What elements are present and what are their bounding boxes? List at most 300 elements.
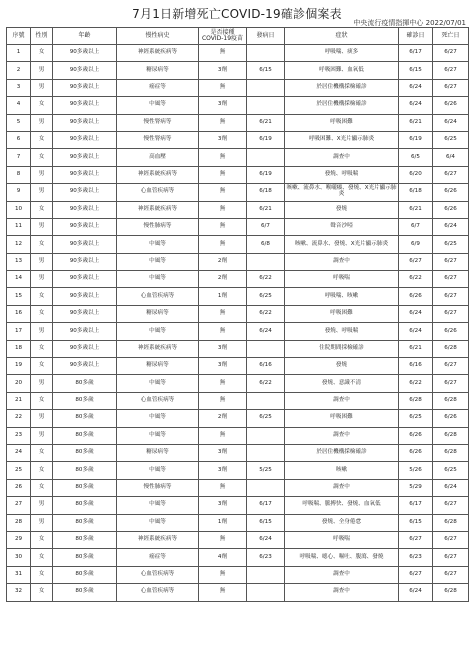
cell-death: 6/27 — [433, 79, 469, 96]
table-row — [7, 410, 469, 427]
cell-index: 16 — [7, 305, 31, 322]
cell-confirmed: 6/21 — [399, 340, 433, 357]
cell-vaccine: 無 — [199, 375, 247, 392]
cell-vaccine: 無 — [199, 427, 247, 444]
cell-index: 7 — [7, 149, 31, 166]
cell-sex: 男 — [31, 114, 53, 131]
cell-chronic: 心血管疾病等 — [117, 288, 199, 305]
cell-death: 6/24 — [433, 479, 469, 496]
cell-chronic: 中風等 — [117, 323, 199, 340]
cell-chronic: 中風等 — [117, 271, 199, 288]
cell-index: 11 — [7, 218, 31, 235]
cell-vaccine: 無 — [199, 149, 247, 166]
cell-symptoms: 呼吸喘、噁心、嘔吐、腹瀉、發燒 — [285, 549, 399, 566]
cell-confirmed: 6/24 — [399, 79, 433, 96]
cell-confirmed: 5/26 — [399, 462, 433, 479]
header-index: 序號 — [7, 28, 31, 45]
cell-age: 80多歲 — [53, 566, 117, 583]
cell-onset: 6/8 — [247, 236, 285, 253]
cell-index: 21 — [7, 392, 31, 409]
table-row — [7, 462, 469, 479]
cell-confirmed: 6/26 — [399, 444, 433, 461]
cell-index: 12 — [7, 236, 31, 253]
table-row — [7, 323, 469, 340]
cell-vaccine: 無 — [199, 566, 247, 583]
cell-vaccine: 3劑 — [199, 358, 247, 375]
cell-death: 6/27 — [433, 531, 469, 548]
cell-chronic: 糖尿病等 — [117, 62, 199, 79]
cell-age: 80多歲 — [53, 410, 117, 427]
cell-sex: 男 — [31, 184, 53, 201]
cell-symptoms: 呼吸喘、痰多 — [285, 45, 399, 62]
cell-index: 4 — [7, 97, 31, 114]
cell-symptoms: 呼吸困難 — [285, 410, 399, 427]
cell-symptoms: 呼吸困難 — [285, 114, 399, 131]
cell-index: 29 — [7, 531, 31, 548]
cell-vaccine: 無 — [199, 305, 247, 322]
cell-symptoms: 發燒、全身倦怠 — [285, 514, 399, 531]
header-age: 年齡 — [53, 28, 117, 45]
cell-chronic: 心血管疾病等 — [117, 566, 199, 583]
cell-chronic: 心血管疾病等 — [117, 184, 199, 201]
cell-vaccine: 3劑 — [199, 340, 247, 357]
cell-chronic: 神經系統疾病等 — [117, 201, 199, 218]
cell-onset: 6/19 — [247, 166, 285, 183]
cell-sex: 女 — [31, 358, 53, 375]
cell-death: 6/26 — [433, 410, 469, 427]
cell-sex: 女 — [31, 479, 53, 496]
cell-death: 6/28 — [433, 584, 469, 601]
cell-confirmed: 6/16 — [399, 358, 433, 375]
header-death: 死亡日 — [433, 28, 469, 45]
cell-onset: 6/22 — [247, 305, 285, 322]
table-row — [7, 584, 469, 601]
cell-age: 80多歲 — [53, 444, 117, 461]
cell-confirmed: 6/27 — [399, 531, 433, 548]
cell-symptoms: 發燒 — [285, 358, 399, 375]
cell-death: 6/27 — [433, 358, 469, 375]
cell-symptoms: 發燒 — [285, 201, 399, 218]
cell-onset: 6/23 — [247, 549, 285, 566]
cell-vaccine: 2劑 — [199, 271, 247, 288]
cell-vaccine: 2劑 — [199, 410, 247, 427]
cell-death: 6/28 — [433, 392, 469, 409]
cell-death: 6/28 — [433, 427, 469, 444]
cell-death: 6/27 — [433, 566, 469, 583]
cell-index: 9 — [7, 184, 31, 201]
cell-confirmed: 6/17 — [399, 45, 433, 62]
cell-sex: 男 — [31, 271, 53, 288]
cell-chronic: 中風等 — [117, 427, 199, 444]
cell-sex: 男 — [31, 218, 53, 235]
cell-vaccine: 無 — [199, 184, 247, 201]
table-row — [7, 62, 469, 79]
cell-age: 90多歲以上 — [53, 131, 117, 148]
table-row — [7, 358, 469, 375]
cell-vaccine: 無 — [199, 392, 247, 409]
cell-confirmed: 6/15 — [399, 62, 433, 79]
table-row — [7, 149, 469, 166]
cell-confirmed: 6/15 — [399, 514, 433, 531]
cell-symptoms: 呼吸喘、咳嗽 — [285, 288, 399, 305]
cell-confirmed: 6/22 — [399, 375, 433, 392]
cell-symptoms: 聲音沙啞 — [285, 218, 399, 235]
cell-index: 10 — [7, 201, 31, 218]
cell-symptoms: 調查中 — [285, 584, 399, 601]
cell-vaccine: 3劑 — [199, 62, 247, 79]
cell-onset: 6/22 — [247, 375, 285, 392]
cell-symptoms: 調查中 — [285, 566, 399, 583]
cell-sex: 女 — [31, 392, 53, 409]
cell-chronic: 中風等 — [117, 253, 199, 270]
cell-vaccine: 無 — [199, 79, 247, 96]
header-chronic: 慢性病史 — [117, 28, 199, 45]
cell-death: 6/27 — [433, 271, 469, 288]
cell-sex: 女 — [31, 584, 53, 601]
cell-index: 5 — [7, 114, 31, 131]
cell-age: 80多歲 — [53, 514, 117, 531]
cell-onset: 6/22 — [247, 271, 285, 288]
cell-onset: 6/15 — [247, 62, 285, 79]
cell-symptoms: 調查中 — [285, 479, 399, 496]
cell-symptoms: 於居住機構採檢確診 — [285, 97, 399, 114]
cell-age: 90多歲以上 — [53, 323, 117, 340]
cell-onset: 6/17 — [247, 497, 285, 514]
cell-chronic: 糖尿病等 — [117, 444, 199, 461]
cell-onset: 6/24 — [247, 323, 285, 340]
table-row — [7, 427, 469, 444]
cell-chronic: 心血管疾病等 — [117, 584, 199, 601]
table-row — [7, 166, 469, 183]
cell-index: 31 — [7, 566, 31, 583]
cell-onset: 6/19 — [247, 131, 285, 148]
cell-symptoms: 調查中 — [285, 149, 399, 166]
cell-vaccine: 無 — [199, 479, 247, 496]
cell-vaccine: 3劑 — [199, 444, 247, 461]
cell-symptoms: 呼吸困難、X光片顯示肺炎 — [285, 131, 399, 148]
cell-age: 90多歲以上 — [53, 79, 117, 96]
cell-symptoms: 調查中 — [285, 392, 399, 409]
cell-symptoms: 發燒、呼吸喘 — [285, 323, 399, 340]
table-row — [7, 566, 469, 583]
cell-confirmed: 6/23 — [399, 549, 433, 566]
cell-onset: 6/21 — [247, 201, 285, 218]
cell-onset — [247, 149, 285, 166]
cell-vaccine: 4劑 — [199, 549, 247, 566]
cell-confirmed: 6/21 — [399, 201, 433, 218]
cell-age: 80多歲 — [53, 375, 117, 392]
cell-symptoms: 發燒、意識不清 — [285, 375, 399, 392]
cell-age: 90多歲以上 — [53, 218, 117, 235]
cell-symptoms: 呼吸困難、血氧低 — [285, 62, 399, 79]
table-row — [7, 479, 469, 496]
cell-death: 6/27 — [433, 45, 469, 62]
cell-onset — [247, 479, 285, 496]
cell-sex: 女 — [31, 305, 53, 322]
cell-chronic: 慢性肺病等 — [117, 479, 199, 496]
table-row — [7, 79, 469, 96]
cell-sex: 男 — [31, 497, 53, 514]
cell-sex: 女 — [31, 462, 53, 479]
cell-age: 90多歲以上 — [53, 184, 117, 201]
cell-chronic: 癌症等 — [117, 79, 199, 96]
cell-age: 90多歲以上 — [53, 271, 117, 288]
cell-vaccine: 無 — [199, 236, 247, 253]
table-row — [7, 375, 469, 392]
cell-vaccine: 無 — [199, 218, 247, 235]
cell-index: 19 — [7, 358, 31, 375]
cell-onset: 5/25 — [247, 462, 285, 479]
cell-age: 90多歲以上 — [53, 45, 117, 62]
table-row — [7, 184, 469, 201]
cell-confirmed: 6/24 — [399, 584, 433, 601]
cell-symptoms: 呼吸喘 — [285, 271, 399, 288]
cell-chronic: 神經系統疾病等 — [117, 45, 199, 62]
cell-vaccine: 無 — [199, 166, 247, 183]
cell-index: 13 — [7, 253, 31, 270]
cell-chronic: 中風等 — [117, 375, 199, 392]
cell-sex: 女 — [31, 149, 53, 166]
cell-index: 20 — [7, 375, 31, 392]
cell-vaccine: 2劑 — [199, 253, 247, 270]
cell-death: 6/24 — [433, 218, 469, 235]
cell-death: 6/25 — [433, 236, 469, 253]
cell-vaccine: 3劑 — [199, 497, 247, 514]
cell-index: 23 — [7, 427, 31, 444]
cell-chronic: 慢性腎病等 — [117, 131, 199, 148]
header-vaccine: 是否接種COVID-19疫苗 — [199, 28, 247, 45]
cell-symptoms: 調查中 — [285, 253, 399, 270]
table-row — [7, 549, 469, 566]
table-row — [7, 253, 469, 270]
cell-death: 6/4 — [433, 149, 469, 166]
table-row — [7, 305, 469, 322]
cell-index: 18 — [7, 340, 31, 357]
cell-age: 90多歲以上 — [53, 62, 117, 79]
cell-onset — [247, 45, 285, 62]
cell-index: 22 — [7, 410, 31, 427]
header-onset: 發病日 — [247, 28, 285, 45]
cell-confirmed: 6/25 — [399, 410, 433, 427]
cell-onset — [247, 392, 285, 409]
cell-sex: 男 — [31, 410, 53, 427]
cell-death: 6/26 — [433, 184, 469, 201]
cell-vaccine: 無 — [199, 584, 247, 601]
cell-confirmed: 6/5 — [399, 149, 433, 166]
cell-chronic: 神經系統疾病等 — [117, 166, 199, 183]
cell-index: 27 — [7, 497, 31, 514]
cell-vaccine: 無 — [199, 114, 247, 131]
cell-index: 3 — [7, 79, 31, 96]
cell-index: 24 — [7, 444, 31, 461]
table-row — [7, 531, 469, 548]
cell-confirmed: 5/29 — [399, 479, 433, 496]
cell-confirmed: 6/28 — [399, 392, 433, 409]
cell-confirmed: 6/21 — [399, 114, 433, 131]
cell-age: 80多歲 — [53, 497, 117, 514]
cell-index: 8 — [7, 166, 31, 183]
cell-age: 90多歲以上 — [53, 358, 117, 375]
cell-symptoms: 於居住機構採檢確診 — [285, 444, 399, 461]
cell-sex: 男 — [31, 323, 53, 340]
cell-death: 6/27 — [433, 62, 469, 79]
cell-death: 6/28 — [433, 514, 469, 531]
cell-onset — [247, 79, 285, 96]
cell-sex: 男 — [31, 62, 53, 79]
cell-confirmed: 6/26 — [399, 427, 433, 444]
table-row — [7, 97, 469, 114]
cell-symptoms: 咳嗽、流鼻水、喉嚨癢、發燒、X光片顯示肺炎 — [285, 184, 399, 201]
cell-confirmed: 6/26 — [399, 288, 433, 305]
cell-confirmed: 6/20 — [399, 166, 433, 183]
cell-chronic: 慢性肺病等 — [117, 218, 199, 235]
header-confirmed: 確診日 — [399, 28, 433, 45]
cell-chronic: 中風等 — [117, 97, 199, 114]
cell-confirmed: 6/19 — [399, 131, 433, 148]
cell-index: 17 — [7, 323, 31, 340]
cell-sex: 男 — [31, 166, 53, 183]
cell-age: 90多歲以上 — [53, 305, 117, 322]
cell-chronic: 中風等 — [117, 462, 199, 479]
cell-onset: 6/24 — [247, 531, 285, 548]
cell-index: 1 — [7, 45, 31, 62]
cell-confirmed: 6/24 — [399, 305, 433, 322]
cell-onset: 6/18 — [247, 184, 285, 201]
cell-chronic: 心血管疾病等 — [117, 392, 199, 409]
cell-onset: 6/21 — [247, 114, 285, 131]
cell-onset — [247, 584, 285, 601]
cell-confirmed: 6/27 — [399, 566, 433, 583]
cell-symptoms: 呼吸喘、脈搏快、發燒、血氧低 — [285, 497, 399, 514]
table-row — [7, 45, 469, 62]
cell-sex: 男 — [31, 79, 53, 96]
header-sex: 性別 — [31, 28, 53, 45]
cell-death: 6/27 — [433, 549, 469, 566]
cell-onset: 6/25 — [247, 288, 285, 305]
cell-symptoms: 咳嗽 — [285, 462, 399, 479]
cell-death: 6/25 — [433, 131, 469, 148]
cell-onset — [247, 97, 285, 114]
case-table — [6, 27, 469, 602]
cell-vaccine: 無 — [199, 323, 247, 340]
cell-confirmed: 6/27 — [399, 253, 433, 270]
cell-chronic: 糖尿病等 — [117, 305, 199, 322]
cell-death: 6/24 — [433, 114, 469, 131]
cell-onset — [247, 253, 285, 270]
table-row — [7, 114, 469, 131]
cell-chronic: 神經系統疾病等 — [117, 340, 199, 357]
cell-age: 80多歲 — [53, 531, 117, 548]
cell-chronic: 中風等 — [117, 514, 199, 531]
cell-symptoms: 發燒、呼吸喘 — [285, 166, 399, 183]
cell-death: 6/27 — [433, 253, 469, 270]
cell-age: 90多歲以上 — [53, 253, 117, 270]
cell-vaccine: 1劑 — [199, 514, 247, 531]
cell-vaccine: 無 — [199, 45, 247, 62]
cell-age: 80多歲 — [53, 392, 117, 409]
table-row — [7, 340, 469, 357]
cell-death: 6/26 — [433, 323, 469, 340]
cell-symptoms: 呼吸喘 — [285, 531, 399, 548]
cell-onset — [247, 340, 285, 357]
cell-death: 6/27 — [433, 375, 469, 392]
cell-index: 30 — [7, 549, 31, 566]
cell-vaccine: 1劑 — [199, 288, 247, 305]
cell-death: 6/27 — [433, 305, 469, 322]
cell-index: 15 — [7, 288, 31, 305]
cell-sex: 女 — [31, 549, 53, 566]
cell-chronic: 慢性腎病等 — [117, 114, 199, 131]
table-header-row — [7, 28, 469, 45]
cell-vaccine: 3劑 — [199, 131, 247, 148]
cell-age: 80多歲 — [53, 479, 117, 496]
table-row — [7, 218, 469, 235]
cell-sex: 女 — [31, 340, 53, 357]
cell-age: 90多歲以上 — [53, 149, 117, 166]
cell-age: 90多歲以上 — [53, 236, 117, 253]
table-row — [7, 288, 469, 305]
cell-onset — [247, 566, 285, 583]
cell-vaccine: 無 — [199, 201, 247, 218]
cell-sex: 男 — [31, 427, 53, 444]
cell-sex: 男 — [31, 514, 53, 531]
table-row — [7, 236, 469, 253]
cell-onset — [247, 427, 285, 444]
cell-confirmed: 6/24 — [399, 323, 433, 340]
cell-onset: 6/25 — [247, 410, 285, 427]
cell-confirmed: 6/18 — [399, 184, 433, 201]
cell-confirmed: 6/7 — [399, 218, 433, 235]
table-row — [7, 444, 469, 461]
header-symptoms: 症狀 — [285, 28, 399, 45]
cell-chronic: 高血壓 — [117, 149, 199, 166]
cell-chronic: 癌症等 — [117, 549, 199, 566]
cell-age: 80多歲 — [53, 549, 117, 566]
cell-vaccine: 3劑 — [199, 462, 247, 479]
cell-chronic: 神經系統疾病等 — [117, 531, 199, 548]
cell-confirmed: 6/22 — [399, 271, 433, 288]
cell-age: 90多歲以上 — [53, 114, 117, 131]
cell-sex: 女 — [31, 236, 53, 253]
cell-index: 26 — [7, 479, 31, 496]
cell-index: 32 — [7, 584, 31, 601]
cell-onset: 6/15 — [247, 514, 285, 531]
cell-age: 80多歲 — [53, 462, 117, 479]
cell-onset: 6/16 — [247, 358, 285, 375]
cell-death: 6/27 — [433, 497, 469, 514]
cell-index: 2 — [7, 62, 31, 79]
cell-death: 6/28 — [433, 340, 469, 357]
cell-chronic: 中風等 — [117, 410, 199, 427]
cell-death: 6/26 — [433, 97, 469, 114]
cell-chronic: 糖尿病等 — [117, 358, 199, 375]
cell-age: 90多歲以上 — [53, 340, 117, 357]
cell-sex: 女 — [31, 201, 53, 218]
cell-age: 80多歲 — [53, 427, 117, 444]
cell-onset — [247, 444, 285, 461]
cell-sex: 女 — [31, 131, 53, 148]
cell-index: 25 — [7, 462, 31, 479]
cell-vaccine: 3劑 — [199, 97, 247, 114]
cell-confirmed: 6/9 — [399, 236, 433, 253]
cell-index: 28 — [7, 514, 31, 531]
cell-chronic: 中風等 — [117, 236, 199, 253]
table-row — [7, 392, 469, 409]
cell-vaccine: 無 — [199, 531, 247, 548]
source-note: 中央流行疫情指揮中心 2022/07/01 — [353, 19, 466, 27]
cell-death: 6/27 — [433, 288, 469, 305]
cell-symptoms: 住院期間採檢確診 — [285, 340, 399, 357]
